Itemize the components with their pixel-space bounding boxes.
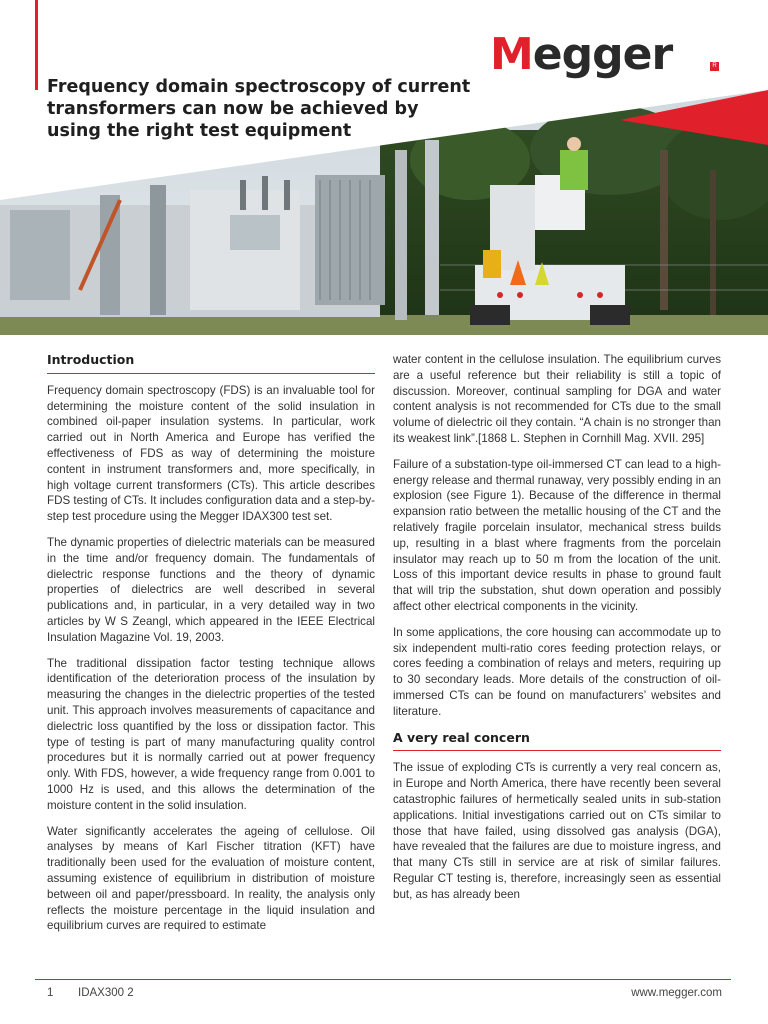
document-id: IDAX300 2: [78, 987, 134, 999]
paragraph: water content in the cellulose insulation. The equilibrium curves are a useful reference but their reliability is still a topic of discussion. Moreover, continual sampling for DGA and water content analysis is not recommended for CTs due to the small volume of dielectric oil they contain. “A chain is no stronger than its weakest link”.[1868 L. Stephen in Cornhill Mag. XVII. 295]: [393, 353, 721, 445]
page-number: 1: [47, 987, 54, 999]
section-heading-introduction: Introduction: [47, 352, 375, 374]
footer-divider: [35, 979, 731, 980]
megger-logo: [490, 29, 717, 80]
registered-mark: R: [710, 62, 719, 71]
page-title: Frequency domain spectroscopy of current transformers can now be achieved by using the right test equipment: [47, 77, 471, 141]
column-right: [393, 352, 721, 913]
paragraph: Frequency domain spectroscopy (FDS) is an invaluable tool for determining the moisture content of the solid insulation in combined oil-paper insulation systems. In particular, work carried out in North America and Europe has verified the effectiveness of FDS as way of determining the moisture content in instrument transformers and, more specifically, in high voltage current transformers (CTs). This article describes FDS testing of CTs. It includes configuration data and a step-by-step test procedure using the Megger IDAX300 test set.: [47, 383, 376, 524]
paragraph: The dynamic properties of dielectric materials can be measured in the time and/or frequency domain. The fundamentals of dielectric response functions and the theory of dynamic properties of dielectrics are well described in several publications and, in particular, in a very detailed way in two articles by W S Zeangl, which appeared in the IEEE Electrical Insulation Magazine Vol. 19, 2003.: [47, 535, 375, 644]
website-link[interactable]: www.megger.com: [631, 987, 722, 999]
paragraph: Water significantly accelerates the ageing of cellulose. Oil analyses by means of Karl Fischer titration (KFT) have traditionally been used for the evaluation of moisture content, assuming existence of equilibrium in distribution of moisture between oil and paper/pressboard. In reality, the analysis only reflects the moisture percentage in the liquid insulation and equilibrium curves are required to estimate: [47, 824, 375, 933]
logo-rest: egger: [532, 29, 673, 80]
paragraph: In some applications, the core housing can accommodate up to six independent multi-ratio cores feeding protection relays, or cores feeding a combination of relays and meters, requiring up to 30 secondary leads. More details of the construction of oil-immersed CTs can be found on manufacturers’ websites and literature.: [393, 625, 721, 718]
column-left: [47, 352, 375, 944]
paragraph: Failure of a substation-type oil-immersed CT can lead to a high-energy release and thermal runaway, very possibly ending in an explosion (see Figure 1). Because of the difference in thermal expansion ratio between the metallic housing of the CT and the relatively fragile porcelain insulator, mechanical stress builds up, resulting in a blast where fragments from the porcelain insulator may reach up to 50 m from the location of the unit. Loss of this important device results in phase to ground fault that will trip the substation, shut down operation and possibly affect other electrical components in the vicinity.: [393, 457, 721, 613]
paragraph: The traditional dissipation factor testing technique allows identification of the deterioration process of the insulation by measuring the changes in the dielectric properties of the tested unit. This approach involves measurements of capacitance and dielectric loss quantified by the loss or dissipation factor. This type of testing is part of many manufacturing quality control procedures but it is normally carried out at power frequency only. With FDS, however, a wide frequency range from 0.001 to 1000 Hz is used, and this allows the determination of the moisture content in the solid insulation.: [47, 656, 375, 812]
paragraph: The issue of exploding CTs is currently a very real concern as, in Europe and North America, there have recently been several catastrophic failures of hermetically sealed units in sub-station applications. Initial investigations carried out on CTs similar to those that have failed, using dissolved gas analysis (DGA), have revealed that the failures are due to moisture ingress, and that many CTs still in service are at risk of similar failures. Regular CT testing is, therefore, increasingly seen as essential but, as has already been: [393, 761, 721, 901]
logo-initial: M: [490, 29, 533, 80]
section-heading-real-concern: A very real concern: [393, 730, 721, 752]
